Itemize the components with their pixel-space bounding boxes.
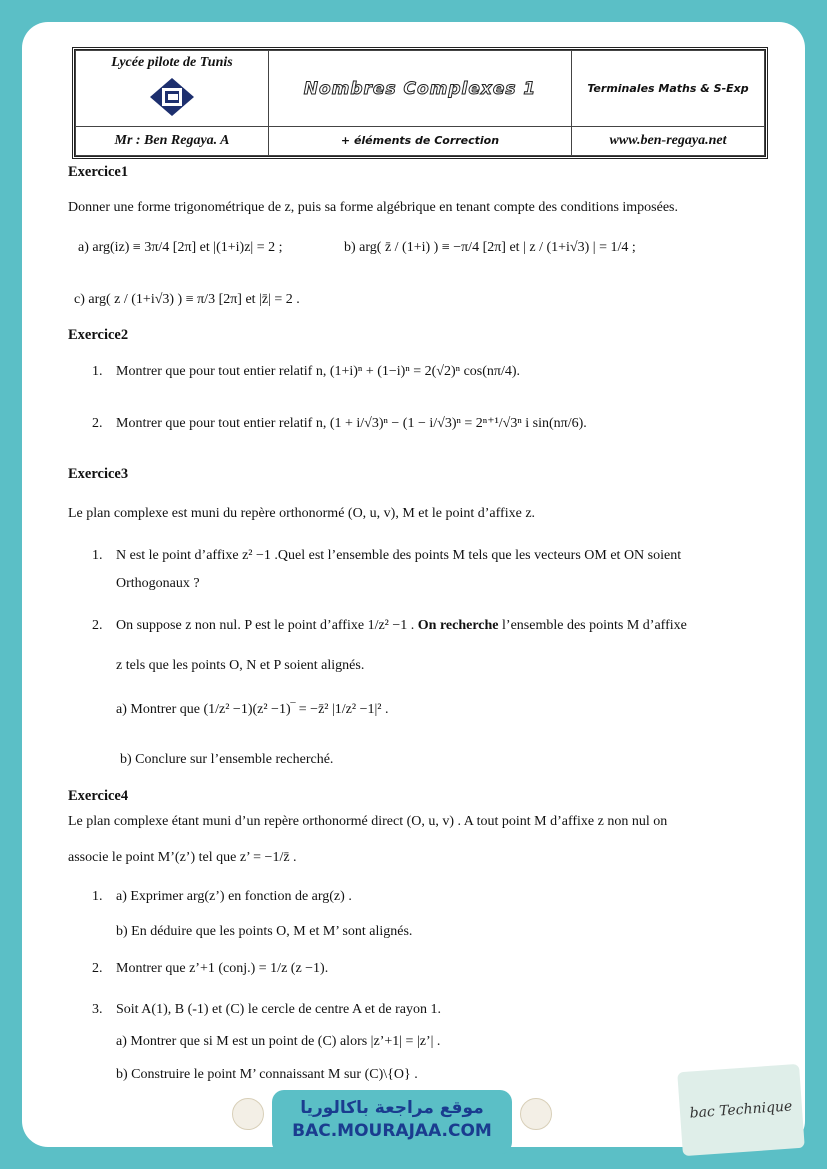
footer-logo-left-icon: [232, 1098, 264, 1130]
ex2-title: Exercice2: [68, 327, 129, 343]
ex3-q1-text-a: N est le point d’affixe z² −1 .Quel est l’ensemble des points M tels que les vecteurs OM et ON soient: [116, 548, 682, 563]
ex4-q3: [68, 1002, 792, 1019]
ex3-intro: Le plan complexe est muni du repère orthonormé (O, u, v), M et le point d’affixe z.: [68, 506, 536, 521]
ex1-intro: Donner une forme trigonométrique de z, puis sa forme algébrique en tenant compte des conditions imposées.: [68, 200, 678, 215]
doc-title: Nombres Complexes 1: [303, 78, 537, 99]
ex4-q2-text: Montrer que z’+1 (conj.) = 1/z (z −1).: [116, 961, 329, 976]
ex4-q2-num: 2.: [92, 961, 103, 976]
doc-subtitle: + éléments de Correction: [340, 134, 500, 147]
ex2-q1: [68, 364, 792, 381]
ex4-q3-num: 3.: [92, 1002, 103, 1017]
school-cell: [76, 51, 269, 127]
ex2-q1-text: Montrer que pour tout entier relatif n, (1+i)ⁿ + (1−i)ⁿ = 2(√2)ⁿ cos(nπ/4).: [116, 364, 521, 379]
ex2-q2-num: 2.: [92, 416, 103, 431]
ex3-title: Exercice3: [68, 466, 129, 482]
ex3-q2-a: a) Montrer que (1/z² −1)(z² −1)‾ = −z̄² |1/z² −1|² .: [116, 702, 389, 717]
ex4-q1: [68, 889, 792, 906]
ex2-q2: [68, 416, 792, 433]
ex4-q3-a: a) Montrer que si M est un point de (C) alors |z’+1| = |z’| .: [116, 1034, 441, 1049]
ex3-q1: [68, 548, 792, 565]
ex4-intro-1: Le plan complexe étant muni d’un repère orthonormé direct (O, u, v) . A tout point M d’affixe z non nul on: [68, 814, 668, 829]
ex3-q2-pre: On suppose z non nul. P est le point d’affixe 1/z² −1 .: [116, 618, 415, 633]
document-page: [22, 22, 805, 1147]
ex2-q2-text: Montrer que pour tout entier relatif n, (1 + i/√3)ⁿ − (1 − i/√3)ⁿ = 2ⁿ⁺¹/√3ⁿ i sin(nπ/6).: [116, 416, 587, 431]
website-cell: [572, 127, 765, 156]
ex4-q3-text: Soit A(1), B (-1) et (C) le cercle de centre A et de rayon 1.: [116, 1002, 441, 1017]
school-logo-icon: [149, 77, 195, 117]
footer-logo-right-icon: [520, 1098, 552, 1130]
ex1-b: b) arg( z̄ / (1+i) ) ≡ −π/4 [2π] et | z / (1+i√3) | = 1/4 ;: [344, 240, 636, 255]
subtitle-cell: [269, 127, 572, 156]
ex4-intro-2: associe le point M’(z’) tel que z’ = −1/z̄ .: [68, 850, 297, 865]
ex3-q2-num: 2.: [92, 618, 103, 633]
ex4-q1-num: 1.: [92, 889, 103, 904]
teacher-cell: [76, 127, 269, 156]
ex4-title: Exercice4: [68, 788, 129, 804]
ex3-q2: [68, 618, 792, 635]
ex1-c: c) arg( z / (1+i√3) ) ≡ π/3 [2π] et |z̄| = 2 .: [74, 292, 300, 307]
bac-technique-badge: bac Technique: [677, 1064, 805, 1156]
ex4-q3-b: b) Construire le point M’ connaissant M sur (C)\{O} .: [116, 1067, 418, 1082]
ex2-q1-num: 1.: [92, 364, 103, 379]
ex3-q1-num: 1.: [92, 548, 103, 563]
ex1-title: Exercice1: [68, 164, 129, 180]
ex4-q1-b: b) En déduire que les points O, M et M’ sont alignés.: [116, 924, 413, 939]
header-box: [72, 47, 768, 159]
ex3-q1-cont: Orthogonaux ?: [116, 576, 200, 591]
ex1-a: a) arg(iz) ≡ 3π/4 [2π] et |(1+i)z| = 2 ;: [78, 240, 283, 255]
footer-badge[interactable]: [272, 1090, 512, 1154]
school-name: Lycée pilote de Tunis: [111, 55, 233, 70]
ex3-q2-bold: On recherche: [417, 618, 499, 633]
teacher-name: Mr : Ben Regaya. A: [114, 133, 230, 148]
title-cell: [269, 51, 572, 127]
ex3-q2-post: l’ensemble des points M d’affixe: [502, 618, 687, 633]
level-cell: [572, 51, 765, 127]
footer-url[interactable]: BAC.MOURAJAA.COM: [292, 1121, 492, 1141]
footer-arabic: موقع مراجعة باكالوريا: [300, 1098, 484, 1118]
ex3-q2-b: b) Conclure sur l’ensemble recherché.: [120, 752, 334, 767]
ex4-q1-a: a) Exprimer arg(z’) en fonction de arg(z) .: [116, 889, 352, 904]
ex4-q2: [68, 961, 792, 978]
website: www.ben-regaya.net: [609, 133, 727, 148]
ex3-q2-cont: z tels que les points O, N et P soient alignés.: [116, 658, 365, 673]
doc-level: Terminales Maths & S-Exp: [587, 81, 749, 95]
